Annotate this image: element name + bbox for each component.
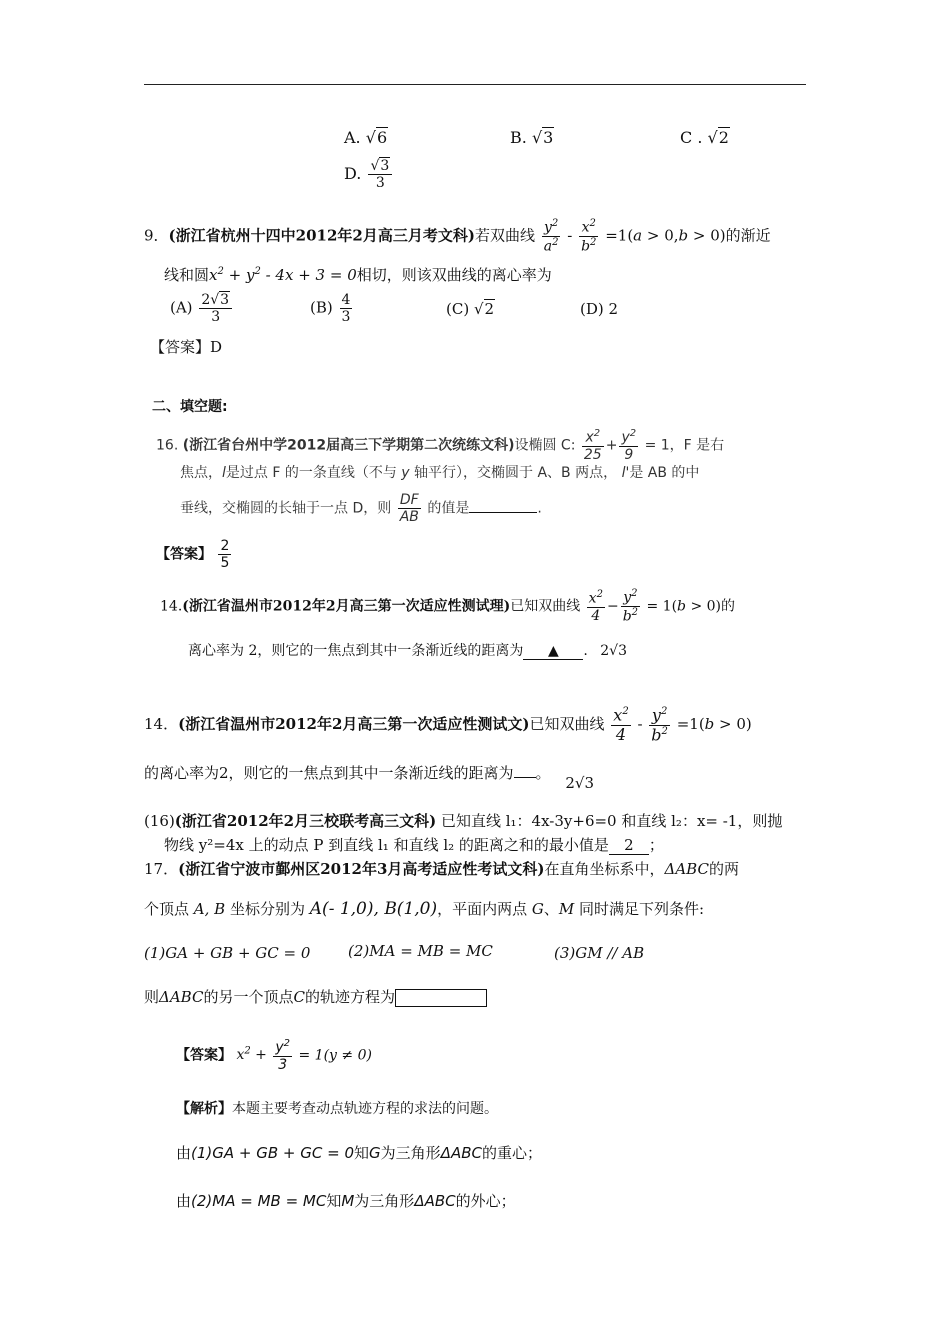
option-a-sqrt: √6 [365,128,388,147]
q8-option-c [680,128,730,147]
q14a-line2: 离心率为 2，则它的一焦点到其中一条渐近线的距离为 ▲ . 2√3 [188,643,628,659]
q9-opt-b-frac: $\frac{4}{3}$ [341,292,351,326]
q9-option-c [446,300,495,318]
q14b-frac-x: $\frac{x^2}{4}$ [613,705,629,744]
q9-line1: 9．(浙江省杭州十四中2012年2月高三月考文科)若双曲线 $\frac{y^2}{a^2}$ - $\frac{x^2}{b^2}$ =1(a > 0,b > 0)的渐近 [144,218,771,255]
option-d-fraction: $\frac{√3}{3}$ [368,158,392,191]
q16b-answer: 2 [624,836,634,854]
q17-points: A(- 1,0), B(1,0) [309,899,438,919]
q16a-answer [156,538,233,571]
q14b-eq: =1(b > 0) [676,715,752,734]
q17-abc2: ΔABC [159,988,204,1006]
q9-opt-a: (A) [170,298,193,317]
q17-step2-abc: ΔABC [414,1192,456,1210]
q8-option-d [344,158,394,191]
q9-text2-start: 线和圆 [164,266,210,284]
q14a-source: (浙江省温州市2012年2月高三第一次适应性测试理) [182,598,511,615]
q16a-text3: 垂线，交椭圆的长轴于一点 D，则 [180,500,392,517]
option-d-num: 3 [380,158,390,174]
q16b-number: (16) [144,812,175,830]
option-d-den: 3 [375,175,385,192]
q17-answer-box [395,989,487,1007]
q16b-blank [609,836,649,855]
q16a-line3: 垂线，交椭圆的长轴于一点 D，则 $\frac{DF}{AB}$ 的值是 . [180,492,542,526]
q9-opt-a-frac: $\frac{2√3}{3}$ [199,292,232,325]
q16a-text2c: 轴平行），交椭圆于 A、B 两点， [414,465,618,481]
q16a-frac-x: $\frac{x^2}{25}$ [583,428,602,463]
q9-opt-b: (B) [310,298,333,317]
q17-step1-mid: 知 [354,1144,370,1162]
q17-text3c: 的轨迹方程为 [304,988,395,1006]
q14a-frac-x: $\frac{x^2}{4}$ [588,588,603,624]
q17-answer [176,1038,372,1073]
q17-answer-eq2: = 1(y ≠ 0) [294,1047,372,1064]
q16b-line2 [164,834,664,855]
q16a-frac-y: $\frac{y^2}{9}$ [621,428,637,463]
option-a-label: A. [344,128,361,147]
q16a-line2: 焦点，l是过点 F 的一条直线（不与 y 轴平行），交椭圆于 A、B 两点， l'是 AB 的中 [180,465,700,481]
q17-step1-eq: (1)GA + GB + GC = 0 [191,1144,355,1162]
q17-cond3: (3)GM // AB [554,944,645,962]
q14a-text1: 已知双曲线 [510,598,581,615]
q17-text1: 在直角坐标系中， [544,860,665,878]
q9-number: 9． [144,226,169,245]
q17-step2-tail: 的外心； [455,1192,516,1210]
q16a-answer-frac [218,538,231,571]
q17-analysis-text: 本题主要考查动点轨迹方程的求法的问题。 [232,1101,498,1117]
q14a-answer: 2√3 [600,643,628,659]
q17-cond2: (2)MA = MB = MC [348,942,493,960]
section2-title: 二、填空题: [152,399,228,415]
q14b-text1: 已知双曲线 [529,715,605,734]
option-a-value: 6 [376,128,388,147]
q9-source: (浙江省杭州十四中2012年2月高三月考文科) [168,226,475,245]
q16a-frac-df: $\frac{DF}{AB}$ [399,492,419,526]
q16b-text1: 已知直线 l₁：4x-3y+6=0 和直线 l₂：x= -1，则抛 [440,812,783,830]
q17-step1-end: 为三角形 [380,1144,441,1162]
q16a-text1-end: = 1，F 是右 [644,437,725,454]
q9-text2-end: 相切，则该双曲线的离心率为 [356,266,552,284]
q9-options [170,292,234,325]
q8-option-b [510,128,554,147]
q17-cond1: (1)GA + GB + GC = 0 [144,944,311,962]
q17-step2-end: 为三角形 [354,1192,415,1210]
q9-circle-eq: $x^2 + y^2 - 4x + 3 = 0$ [209,266,357,284]
q17-answer-label: 【答案】 [176,1047,232,1064]
q17-line2: 个顶点 A, B 坐标分别为 A(- 1,0), B(1,0)，平面内两点 G、M 同时满足下列条件: [144,899,705,919]
q14b-line1: 14．(浙江省温州市2012年2月高三第一次适应性测试文)已知双曲线 $\frac{x^2}{4}$ - $\frac{y^2}{b^2}$ =1(b > 0) [144,705,752,745]
q9-opt-c-sqrt: √2 [473,300,495,318]
q9-answer: 【答案】D [150,338,223,356]
option-b-sqrt: √3 [531,128,554,147]
q17-step1-pre: 由 [176,1144,192,1162]
q14a-line1: 14.(浙江省温州市2012年2月高三第一次适应性测试理)已知双曲线 $\frac{x^2}{4}$ − $\frac{y^2}{b^2}$ = 1(b > 0)的 [160,588,736,625]
q14b-text2: 的离心率为2，则它的一焦点到其中一条渐近线的距离为 [144,764,514,782]
q14a-text2: 离心率为 2，则它的一焦点到其中一条渐近线的距离为 [188,643,524,659]
q17-step1: 由(1)GA + GB + GC = 0知G为三角形ΔABC的重心； [176,1144,542,1162]
q16a-line1: 16. (浙江省台州中学2012届高三下学期第二次统练文科)设椭圆 C: $\frac{x^2}{25}$ + $\frac{y^2}{9}$ = 1，F 是右 [156,428,725,463]
q17-answer-frac: $\frac{y^2}{3}$ [275,1038,291,1073]
q17-step1-abc: ΔABC [440,1144,482,1162]
q16a-answer-den: 5 [220,555,230,572]
q17-analysis-label: 【解析】 [176,1101,232,1117]
q17-text3: 则 [144,988,160,1006]
q8-option-a [344,128,388,147]
q14a-eq: = 1(b > 0) [646,598,722,615]
q17-source: (浙江省宁波市鄞州区2012年3月高考适应性考试文科) [178,860,545,878]
q9-frac-x: $\frac{x^2}{b^2}$ [581,218,597,255]
option-b-label: B. [510,128,527,147]
option-b-value: 3 [543,128,554,147]
q16a-text1: 设椭圆 C: [514,437,576,454]
q14b-answer: 2√3 [565,774,594,792]
q17-number: 17． [144,860,179,878]
q17-line3: 则ΔABC的另一个顶点C的轨迹方程为 [144,986,487,1007]
q17-step2-eq: (2)MA = MB = MC [191,1192,327,1210]
q14a-blank [523,643,583,660]
q16a-answer-label: 【答案】 [156,546,212,563]
option-c-value: 2 [718,128,729,147]
q16b-source: (浙江省2012年2月三校联考高三文科) [174,812,437,830]
q17-step2: 由(2)MA = MB = MC知M为三角形ΔABC的外心； [176,1192,516,1210]
q14b-line2 [144,762,594,792]
q14a-frac-y: $\frac{y^2}{b^2}$ [622,588,639,625]
q17-abc: ΔABC [664,860,709,878]
option-c-label: C . [680,128,703,147]
q16a-text2d: 是 AB 的中 [629,465,700,481]
q16a-source: (浙江省台州中学2012届高三下学期第二次统练文科) [182,437,515,454]
option-d-label: D. [344,164,362,184]
q14b-blank [514,777,536,778]
q17-text1-end: 的两 [708,860,739,878]
q16b-text2: 物线 y²=4x 上的动点 P 到直线 l₁ 和直线 l₂ 的距离之和的最小值是 [164,836,609,854]
q9-eq: =1(a > 0,b > 0) [605,226,726,245]
q17-text2b: 坐标分别为 [229,900,305,918]
option-c-sqrt: √2 [707,128,729,147]
q17-step2-mid: 知 [326,1192,342,1210]
q17-text2c: ，平面内两点 [437,900,528,918]
q14a-text1-end: 的 [721,598,736,615]
q14a-number: 14. [160,598,183,615]
q14b-text2-end: 。 [535,764,551,782]
q17-step1-tail: 的重心； [481,1144,542,1162]
q17-text3b: 的另一个顶点 [203,988,294,1006]
q14a-triangle: ▲ [547,643,559,659]
q16a-number: 16. [156,437,179,454]
q9-option-d [580,300,618,318]
q16b-text2-end: ； [648,836,664,854]
q16b-line1 [144,810,782,831]
q9-line2 [164,264,552,285]
q14b-number: 14． [144,715,179,734]
q9-opt-d-val: 2 [608,300,619,318]
q17-line1 [144,858,739,879]
q17-answer-eq: $x^2$ + [236,1045,272,1064]
q16a-text2: 焦点， [180,465,222,481]
q16a-blank [469,512,537,513]
header-rule [144,84,806,85]
q9-opt-d: (D) [580,300,604,318]
q16a-text3-end: 的值是 [427,500,470,517]
q17-step2-pre: 由 [176,1192,192,1210]
q9-text1-end: 的渐近 [725,226,771,245]
q9-text1: 若双曲线 [474,226,535,245]
q9-frac-y: $\frac{y^2}{a^2}$ [543,218,559,255]
q9-option-b [310,292,354,325]
q16a-answer-num: 2 [220,538,230,554]
q14b-source: (浙江省温州市2012年2月高三第一次适应性测试文) [178,715,530,734]
q9-opt-c: (C) [446,300,470,318]
q17-analysis [176,1098,498,1118]
q17-text2d: 同时满足下列条件: [579,900,705,918]
q14b-frac-y: $\frac{y^2}{b^2}$ [651,705,668,745]
q17-text2: 个顶点 [144,900,190,918]
q16a-text2b: 是过点 F 的一条直线（不与 [225,465,397,481]
